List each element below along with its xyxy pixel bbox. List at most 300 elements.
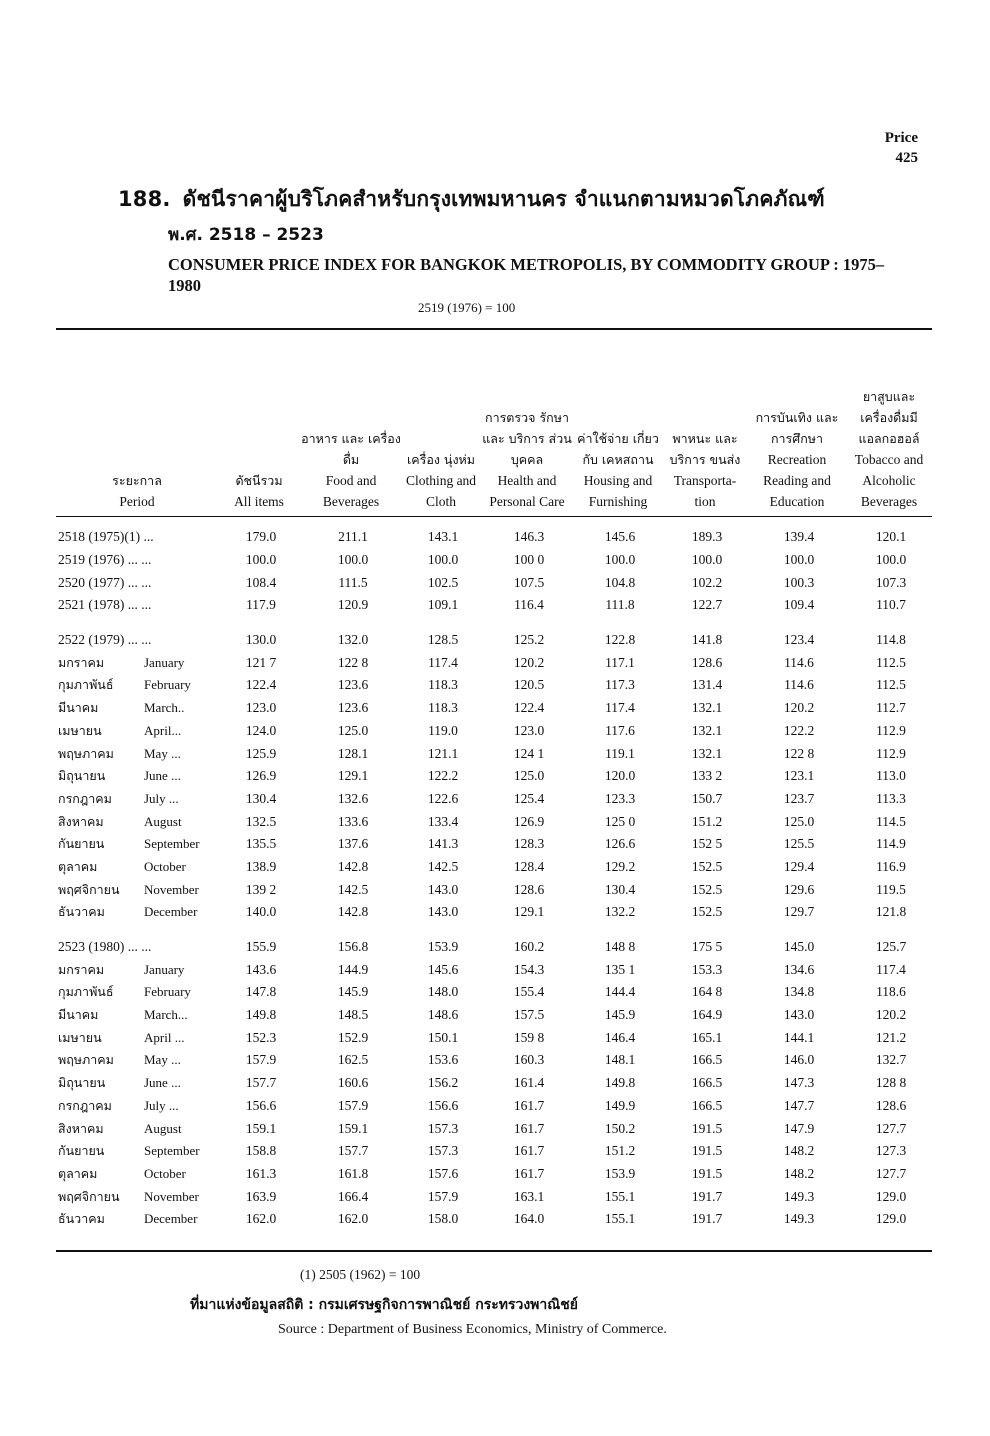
column-header-2 <box>300 428 402 512</box>
value-cell: 155.1 <box>604 1211 636 1227</box>
period-cell <box>56 571 220 594</box>
value-cell: 129.6 <box>783 881 815 897</box>
value-cell: 113.3 <box>876 790 906 806</box>
source-english: Source : Department of Business Economics, Ministry of Commerce. <box>278 1322 667 1337</box>
period-cell <box>56 1049 220 1072</box>
value-cell: 102.2 <box>691 574 723 590</box>
value-cell: 129.0 <box>875 1211 907 1227</box>
value-cell: 166.4 <box>337 1188 369 1204</box>
period-cell <box>56 742 220 765</box>
column-header-english: All items <box>234 494 284 509</box>
value-cell: 108.4 <box>245 574 277 590</box>
value-cell: 157.9 <box>245 1052 277 1068</box>
period-english: April ... <box>144 1029 185 1045</box>
value-cell: 121.1 <box>427 745 459 761</box>
value-cell: 125.4 <box>513 790 545 806</box>
period-thai: มีนาคม <box>58 1007 99 1023</box>
value-cell: 160.3 <box>513 1052 545 1068</box>
value-cell: 120.9 <box>337 597 369 613</box>
period-thai: กุมภาพันธ์ <box>58 984 114 1000</box>
value-cell: 162.0 <box>337 1211 369 1227</box>
column-header-8 <box>846 386 932 512</box>
period-english: September <box>144 836 200 852</box>
value-cell: 100.0 <box>427 552 459 568</box>
period-english: May ... <box>144 745 181 761</box>
table-row <box>56 1072 934 1095</box>
table-row <box>56 788 934 811</box>
value-cell: 147.8 <box>245 984 277 1000</box>
period-english: January <box>144 654 185 670</box>
value-cell: 128.6 <box>513 881 545 897</box>
period-english: June ... <box>144 768 181 784</box>
value-cell: 132.5 <box>245 813 277 829</box>
value-cell: 123.6 <box>337 677 369 693</box>
table-row <box>56 526 934 549</box>
value-cell: 149.3 <box>783 1188 815 1204</box>
value-cell: 117.9 <box>246 597 276 613</box>
value-cell: 124.0 <box>245 722 277 738</box>
period-cell <box>56 1117 220 1140</box>
column-header-thai: ยาสูบและ เครื่องดื่มมี แอลกอฮอล์ <box>858 389 920 446</box>
value-cell: 143.1 <box>427 529 459 545</box>
value-cell: 149.8 <box>245 1007 277 1023</box>
table-row <box>56 1140 934 1163</box>
period-thai: มิถุนายน <box>58 768 106 784</box>
value-cell: 118.3 <box>428 700 458 716</box>
period-cell <box>56 674 220 697</box>
period-english: July ... <box>144 1097 179 1113</box>
table-row <box>56 936 934 959</box>
title-thai-years: พ.ศ. 2518 – 2523 <box>168 225 324 245</box>
value-cell: 156.8 <box>337 939 369 955</box>
value-cell: 129.4 <box>783 858 815 874</box>
period-thai: ตุลาคม <box>58 858 98 874</box>
value-cell: 157.3 <box>427 1120 459 1136</box>
value-cell: 100.0 <box>245 552 277 568</box>
value-cell: 152.5 <box>691 904 723 920</box>
value-cell: 137.6 <box>337 836 369 852</box>
period-english: August <box>144 813 182 829</box>
value-cell: 179.0 <box>245 529 277 545</box>
value-cell: 144.1 <box>783 1029 815 1045</box>
page-number: 425 <box>895 150 918 166</box>
value-cell: 163.9 <box>245 1188 277 1204</box>
value-cell: 122.8 <box>604 632 636 648</box>
value-cell: 157.9 <box>427 1188 459 1204</box>
value-cell: 123.6 <box>337 700 369 716</box>
value-cell: 158.0 <box>427 1211 459 1227</box>
value-cell: 142.5 <box>337 881 369 897</box>
period-cell <box>56 1185 220 1208</box>
period-year: 2518 (1975)(1) ... <box>58 529 154 545</box>
table-bottom-rule <box>56 1250 932 1252</box>
value-cell: 160.6 <box>337 1075 369 1091</box>
value-cell: 143.0 <box>427 881 459 897</box>
footnote: (1) 2505 (1962) = 100 <box>300 1267 421 1282</box>
period-thai: พฤษภาคม <box>58 1052 114 1068</box>
value-cell: 148.5 <box>337 1007 369 1023</box>
value-cell: 157.3 <box>427 1143 459 1159</box>
period-thai: มีนาคม <box>58 700 99 716</box>
value-cell: 120.0 <box>604 768 636 784</box>
table-row <box>56 594 934 617</box>
column-header-english: Housing and Furnishing <box>583 473 653 509</box>
value-cell: 119.0 <box>428 722 458 738</box>
value-cell: 142.8 <box>337 858 369 874</box>
value-cell: 130.4 <box>245 790 277 806</box>
value-cell: 133.4 <box>427 813 459 829</box>
period-english: February <box>144 984 191 1000</box>
period-thai: เมษายน <box>58 1029 102 1045</box>
value-cell: 125.9 <box>245 745 277 761</box>
table-top-rule <box>56 328 932 330</box>
value-cell: 149.9 <box>604 1097 636 1113</box>
period-cell <box>56 1072 220 1095</box>
value-cell: 113.0 <box>876 768 906 784</box>
period-english: September <box>144 1143 200 1159</box>
value-cell: 119.5 <box>876 881 906 897</box>
value-cell: 122.6 <box>427 790 459 806</box>
table-row <box>56 981 934 1004</box>
value-cell: 157.9 <box>337 1097 369 1113</box>
value-cell: 125.0 <box>783 813 815 829</box>
value-cell: 121 7 <box>245 654 277 670</box>
value-cell: 153.9 <box>427 939 459 955</box>
value-cell: 161.8 <box>337 1165 369 1181</box>
value-cell: 104.8 <box>604 574 636 590</box>
value-cell: 126.9 <box>513 813 545 829</box>
period-cell <box>56 1095 220 1118</box>
value-cell: 133.6 <box>337 813 369 829</box>
value-cell: 145.9 <box>604 1007 636 1023</box>
table-row <box>56 958 934 981</box>
value-cell: 134.8 <box>783 984 815 1000</box>
value-cell: 128.4 <box>513 858 545 874</box>
period-cell <box>56 856 220 879</box>
period-year: 2523 (1980) ... ... <box>58 939 152 955</box>
column-header-7 <box>748 407 846 512</box>
period-cell <box>56 1140 220 1163</box>
period-cell <box>56 697 220 720</box>
value-cell: 164 8 <box>691 984 723 1000</box>
period-year: 2521 (1978) ... ... <box>58 597 152 613</box>
table-row <box>56 1095 934 1118</box>
value-cell: 130.0 <box>245 632 277 648</box>
value-cell: 161.7 <box>513 1120 545 1136</box>
value-cell: 147.9 <box>783 1120 815 1136</box>
value-cell: 132.1 <box>691 722 723 738</box>
base-year-note: 2519 (1976) = 100 <box>418 300 516 315</box>
column-header-thai: เครื่อง นุ่งห่ม <box>406 452 476 467</box>
period-year: 2520 (1977) ... ... <box>58 574 152 590</box>
value-cell: 132.6 <box>337 790 369 806</box>
value-cell: 129.0 <box>875 1188 907 1204</box>
source-thai: ที่มาแห่งข้อมูลสถิติ : กรมเศรษฐกิจการพาณิชย์ กระทรวงพาณิชย์ <box>190 1297 578 1313</box>
table-row <box>56 1049 934 1072</box>
period-english: November <box>144 1188 199 1204</box>
value-cell: 100.3 <box>783 574 815 590</box>
value-cell: 157.5 <box>513 1007 545 1023</box>
page-header <box>885 128 918 168</box>
value-cell: 139.4 <box>783 529 815 545</box>
period-english: March... <box>144 1007 188 1023</box>
value-cell: 157.6 <box>427 1165 459 1181</box>
period-english: August <box>144 1120 182 1136</box>
value-cell: 126.9 <box>245 768 277 784</box>
value-cell: 166.5 <box>691 1052 723 1068</box>
column-header-0 <box>56 470 218 512</box>
value-cell: 151.2 <box>691 813 723 829</box>
period-thai: มกราคม <box>58 961 105 977</box>
period-english: July ... <box>144 790 179 806</box>
table-row <box>56 901 934 924</box>
value-cell: 112.7 <box>876 700 906 716</box>
table-row <box>56 765 934 788</box>
value-cell: 140.0 <box>245 904 277 920</box>
title-thai-text: ดัชนีราคาผู้บริโภคสำหรับกรุงเทพมหานคร จำแนกตามหมวดโภคภัณฑ์ <box>182 187 825 211</box>
value-cell: 120.2 <box>513 654 545 670</box>
period-thai: สิงหาคม <box>58 1120 104 1136</box>
column-header-english: Clothing and Cloth <box>405 473 477 509</box>
period-english: December <box>144 1211 198 1227</box>
period-cell <box>56 651 220 674</box>
value-cell: 145.6 <box>427 961 459 977</box>
value-cell: 158.8 <box>245 1143 277 1159</box>
value-cell: 149.8 <box>604 1075 636 1091</box>
value-cell: 111.8 <box>605 597 635 613</box>
table-row <box>56 720 934 743</box>
group-spacer <box>56 617 934 629</box>
column-header-english: Health and Personal Care <box>489 473 565 509</box>
value-cell: 157.7 <box>245 1075 277 1091</box>
value-cell: 125.0 <box>337 722 369 738</box>
table-row <box>56 856 934 879</box>
value-cell: 112.5 <box>876 654 906 670</box>
period-cell <box>56 901 220 924</box>
table-row <box>56 549 934 572</box>
value-cell: 142.5 <box>427 858 459 874</box>
value-cell: 189.3 <box>691 529 723 545</box>
table-row <box>56 742 934 765</box>
value-cell: 134.6 <box>783 961 815 977</box>
value-cell: 117.1 <box>605 654 635 670</box>
value-cell: 133 2 <box>691 768 723 784</box>
period-cell <box>56 936 220 959</box>
period-thai: พฤษภาคม <box>58 745 114 761</box>
value-cell: 191.7 <box>691 1211 723 1227</box>
period-thai: กันยายน <box>58 1143 105 1159</box>
value-cell: 100 0 <box>513 552 545 568</box>
period-cell <box>56 629 220 652</box>
value-cell: 125.5 <box>783 836 815 852</box>
column-header-english: Tobacco and Alcoholic Beverages <box>854 452 924 509</box>
column-header-english: Transporta- tion <box>673 473 737 509</box>
value-cell: 164.0 <box>513 1211 545 1227</box>
period-english: June ... <box>144 1075 181 1091</box>
value-cell: 165.1 <box>691 1029 723 1045</box>
value-cell: 145.9 <box>337 984 369 1000</box>
value-cell: 146.0 <box>783 1052 815 1068</box>
value-cell: 128.6 <box>691 654 723 670</box>
period-thai: มิถุนายน <box>58 1075 106 1091</box>
value-cell: 109.1 <box>427 597 459 613</box>
value-cell: 156.6 <box>245 1097 277 1113</box>
table-number: 188. <box>118 187 171 211</box>
period-thai: ธันวาคม <box>58 1211 105 1227</box>
value-cell: 141.3 <box>427 836 459 852</box>
value-cell: 144.4 <box>604 984 636 1000</box>
value-cell: 161.7 <box>513 1143 545 1159</box>
value-cell: 150.7 <box>691 790 723 806</box>
value-cell: 117.4 <box>428 654 458 670</box>
table-row <box>56 1185 934 1208</box>
value-cell: 146.4 <box>604 1029 636 1045</box>
value-cell: 153.6 <box>427 1052 459 1068</box>
value-cell: 191.5 <box>691 1120 723 1136</box>
period-cell <box>56 549 220 572</box>
value-cell: 114.5 <box>876 813 906 829</box>
value-cell: 141.8 <box>691 632 723 648</box>
value-cell: 102.5 <box>427 574 459 590</box>
table-row <box>56 878 934 901</box>
table-header <box>0 340 990 512</box>
value-cell: 160.2 <box>513 939 545 955</box>
value-cell: 153.9 <box>604 1165 636 1181</box>
value-cell: 123.1 <box>783 768 815 784</box>
period-cell <box>56 765 220 788</box>
table-title-thai <box>118 183 825 216</box>
value-cell: 129.1 <box>337 768 369 784</box>
value-cell: 114.6 <box>784 654 814 670</box>
period-cell <box>56 833 220 856</box>
column-header-1 <box>218 470 300 512</box>
period-cell <box>56 958 220 981</box>
value-cell: 142.8 <box>337 904 369 920</box>
value-cell: 109.4 <box>783 597 815 613</box>
value-cell: 100.0 <box>875 552 907 568</box>
value-cell: 166.5 <box>691 1097 723 1113</box>
table-row <box>56 629 934 652</box>
value-cell: 114.8 <box>876 632 906 648</box>
value-cell: 119.1 <box>605 745 635 761</box>
table-row <box>56 810 934 833</box>
value-cell: 117.6 <box>605 722 635 738</box>
value-cell: 128.6 <box>875 1097 907 1113</box>
value-cell: 151.2 <box>604 1143 636 1159</box>
value-cell: 161.7 <box>513 1165 545 1181</box>
value-cell: 155.9 <box>245 939 277 955</box>
value-cell: 148.0 <box>427 984 459 1000</box>
table-row <box>56 833 934 856</box>
period-cell <box>56 1026 220 1049</box>
column-header-thai: ดัชนีรวม <box>235 473 283 488</box>
value-cell: 127.3 <box>875 1143 907 1159</box>
value-cell: 161.7 <box>513 1097 545 1113</box>
period-cell <box>56 981 220 1004</box>
column-header-english: Food and Beverages <box>322 473 380 509</box>
value-cell: 152.5 <box>691 881 723 897</box>
value-cell: 157.7 <box>337 1143 369 1159</box>
value-cell: 159.1 <box>337 1120 369 1136</box>
value-cell: 122.4 <box>245 677 277 693</box>
period-thai: พฤศจิกายน <box>58 1188 120 1204</box>
period-english: October <box>144 858 186 874</box>
value-cell: 127.7 <box>875 1165 907 1181</box>
value-cell: 121.2 <box>875 1029 907 1045</box>
column-header-thai: การบันเทิง และ การศึกษา <box>755 410 839 446</box>
value-cell: 143.6 <box>245 961 277 977</box>
value-cell: 122.4 <box>513 700 545 716</box>
value-cell: 100.0 <box>604 552 636 568</box>
period-thai: กันยายน <box>58 836 105 852</box>
value-cell: 154.3 <box>513 961 545 977</box>
value-cell: 135 1 <box>604 961 636 977</box>
value-cell: 123.7 <box>783 790 815 806</box>
spacer-cell <box>56 924 934 936</box>
period-english: February <box>144 677 191 693</box>
value-cell: 112.9 <box>876 745 906 761</box>
value-cell: 139 2 <box>245 881 277 897</box>
value-cell: 107.5 <box>513 574 545 590</box>
value-cell: 116.9 <box>876 858 906 874</box>
value-cell: 138.9 <box>245 858 277 874</box>
table-row <box>56 1208 934 1231</box>
table-row <box>56 1004 934 1027</box>
value-cell: 146.3 <box>513 529 545 545</box>
value-cell: 132.7 <box>875 1052 907 1068</box>
period-cell <box>56 720 220 743</box>
value-cell: 147.7 <box>783 1097 815 1113</box>
value-cell: 120.5 <box>513 677 545 693</box>
value-cell: 117.3 <box>605 677 635 693</box>
value-cell: 152.9 <box>337 1029 369 1045</box>
table-row <box>56 1163 934 1186</box>
column-header-6 <box>662 428 748 512</box>
value-cell: 124 1 <box>513 745 545 761</box>
value-cell: 126.6 <box>604 836 636 852</box>
value-cell: 152.5 <box>691 858 723 874</box>
value-cell: 114.9 <box>876 836 906 852</box>
value-cell: 166.5 <box>691 1075 723 1091</box>
value-cell: 149.3 <box>783 1211 815 1227</box>
value-cell: 110.7 <box>876 597 906 613</box>
table-row <box>56 697 934 720</box>
period-thai: กรกฎาคม <box>58 790 112 806</box>
period-cell <box>56 1004 220 1027</box>
value-cell: 191.5 <box>691 1143 723 1159</box>
value-cell: 152.3 <box>245 1029 277 1045</box>
period-thai: มกราคม <box>58 654 105 670</box>
value-cell: 123.0 <box>513 722 545 738</box>
period-cell <box>56 878 220 901</box>
value-cell: 111.5 <box>338 574 368 590</box>
value-cell: 130.4 <box>604 881 636 897</box>
value-cell: 156.2 <box>427 1075 459 1091</box>
value-cell: 144.9 <box>337 961 369 977</box>
value-cell: 125.7 <box>875 939 907 955</box>
value-cell: 128.3 <box>513 836 545 852</box>
value-cell: 125 0 <box>604 813 636 829</box>
value-cell: 148.6 <box>427 1007 459 1023</box>
column-header-thai: พาหนะ และบริการ ขนส่ง <box>669 431 741 467</box>
value-cell: 122.7 <box>691 597 723 613</box>
column-header-thai: ระยะกาล <box>112 473 162 488</box>
value-cell: 132.0 <box>337 632 369 648</box>
column-header-english: Recreation Reading and Education <box>763 452 831 509</box>
period-year: 2522 (1979) ... ... <box>58 632 152 648</box>
value-cell: 191.5 <box>691 1165 723 1181</box>
value-cell: 132.2 <box>604 904 636 920</box>
